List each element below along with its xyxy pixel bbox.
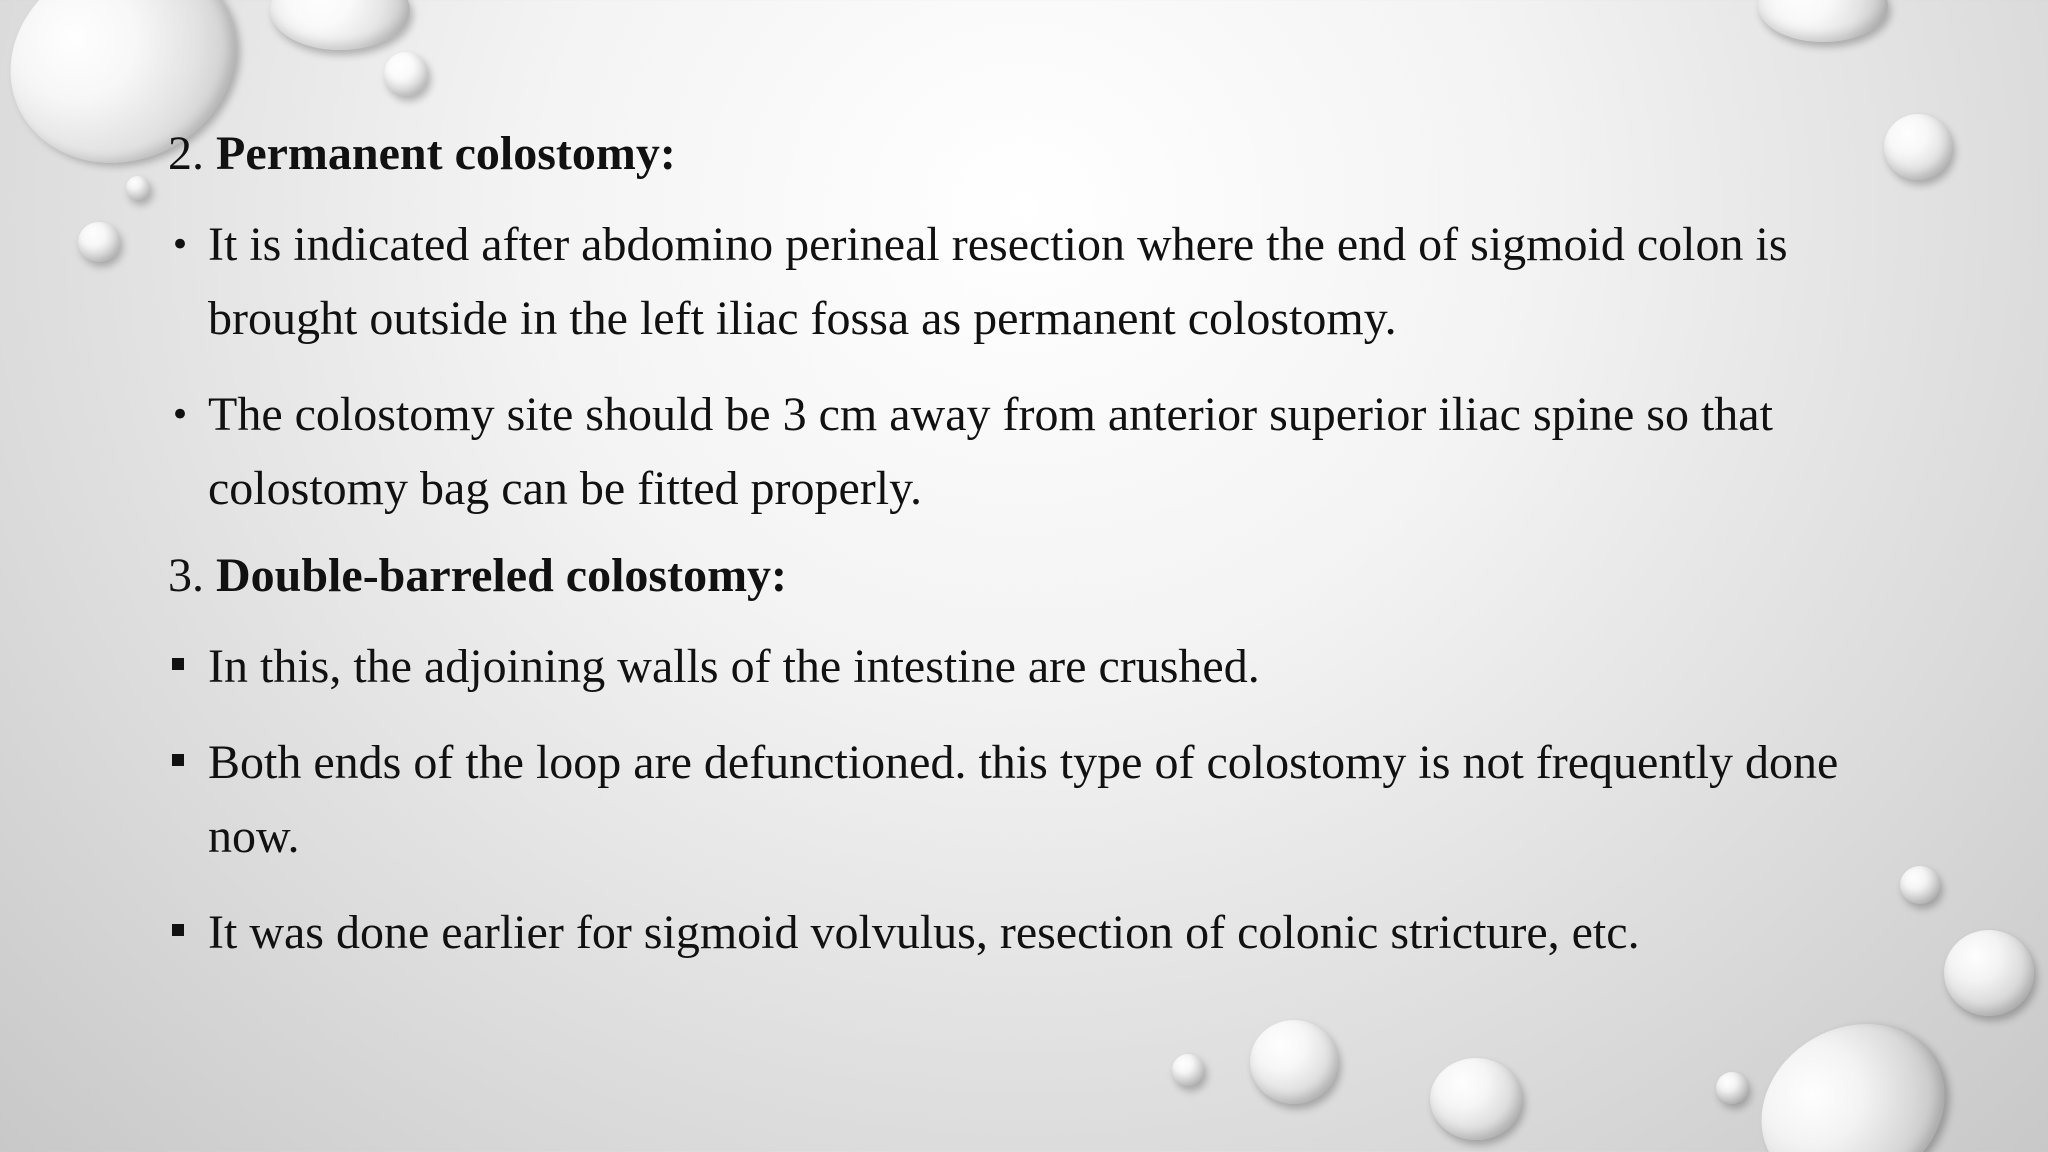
- water-droplet-icon: [1716, 1072, 1748, 1104]
- bullet-list: [168, 208, 1888, 526]
- section-number: 2.: [168, 127, 204, 180]
- water-droplet-icon: [1758, 0, 1888, 42]
- water-droplet-icon: [1172, 1054, 1204, 1086]
- water-droplet-icon: [1900, 866, 1940, 904]
- section-double-barreled-colostomy: [168, 542, 1888, 970]
- water-droplet-icon: [1944, 930, 2034, 1016]
- list-item-text: Both ends of the loop are defunctioned. this type of colostomy is not frequently done now.: [208, 736, 1839, 863]
- list-item: [168, 378, 1888, 526]
- section-permanent-colostomy: [168, 120, 1888, 526]
- list-item-text: It is indicated after abdomino perineal resection where the end of sigmoid colon is brought outside in the left iliac fossa as permanent colostomy.: [208, 218, 1788, 345]
- list-item: [168, 896, 1888, 970]
- list-item-text: In this, the adjoining walls of the intestine are crushed.: [208, 640, 1260, 693]
- list-item: [168, 726, 1888, 874]
- water-droplet-icon: [384, 52, 428, 96]
- section-title: Double-barreled colostomy:: [216, 549, 788, 602]
- slide-content: [168, 120, 1888, 970]
- list-item: [168, 630, 1888, 704]
- bullet-list: [168, 630, 1888, 970]
- water-droplet-icon: [78, 222, 120, 262]
- bullet-dot-icon: •: [170, 395, 191, 435]
- water-droplet-icon: [1731, 991, 1976, 1152]
- section-title: Permanent colostomy:: [216, 127, 676, 180]
- list-item-text: It was done earlier for sigmoid volvulus, resection of colonic stricture, etc.: [208, 906, 1640, 959]
- section-heading: [168, 542, 1888, 610]
- water-droplet-icon: [1250, 1020, 1338, 1104]
- bullet-square-icon: [172, 658, 184, 670]
- water-droplet-icon: [126, 176, 150, 200]
- water-droplet-icon: [1430, 1058, 1522, 1140]
- section-number: 3.: [168, 549, 204, 602]
- bullet-dot-icon: •: [170, 225, 191, 265]
- water-droplet-icon: [1884, 114, 1952, 180]
- list-item: [168, 208, 1888, 356]
- bullet-square-icon: [172, 924, 184, 936]
- water-droplet-icon: [270, 0, 410, 50]
- list-item-text: The colostomy site should be 3 cm away from anterior superior iliac spine so that colostomy bag can be fitted properly.: [208, 388, 1773, 515]
- bullet-square-icon: [172, 754, 184, 766]
- section-heading: [168, 120, 1888, 188]
